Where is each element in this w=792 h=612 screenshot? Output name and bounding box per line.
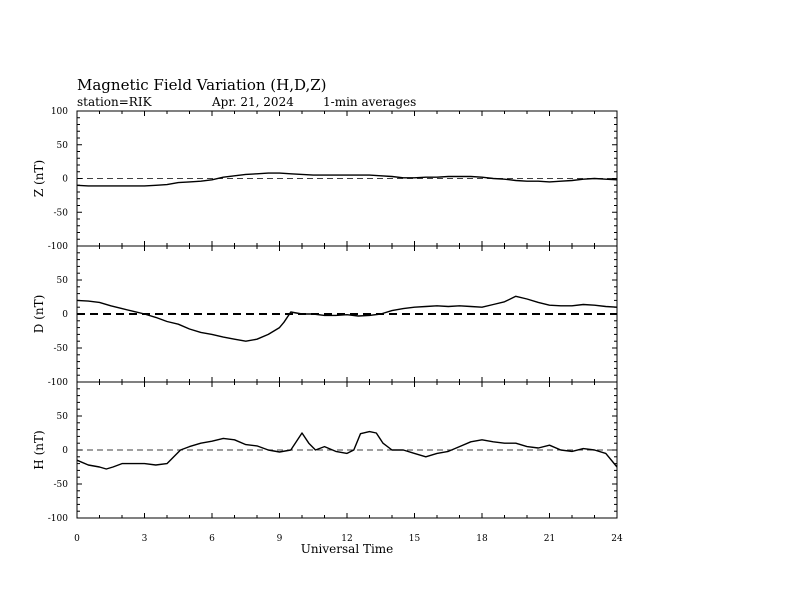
y-tick-label: 50 bbox=[56, 276, 68, 286]
y-tick-label: -100 bbox=[47, 378, 68, 388]
x-tick-label: 0 bbox=[74, 534, 80, 544]
y-tick-label: 0 bbox=[62, 446, 68, 456]
y-tick-label: -50 bbox=[53, 480, 68, 490]
series-line-d bbox=[77, 296, 617, 341]
y-tick-label: -100 bbox=[47, 242, 68, 252]
y-tick-label: 0 bbox=[62, 174, 68, 185]
y-tick-label: -100 bbox=[47, 514, 68, 524]
x-tick-label: 21 bbox=[543, 534, 556, 544]
y-axis-label-d: D (nT) bbox=[32, 294, 46, 334]
x-tick-label: 24 bbox=[611, 534, 623, 544]
x-tick-label: 6 bbox=[209, 534, 215, 544]
panel-d bbox=[32, 246, 617, 388]
y-tick-label: 0 bbox=[62, 310, 68, 320]
y-axis-label-h: H (nT) bbox=[32, 430, 46, 470]
panel-z bbox=[32, 107, 617, 252]
x-tick-label: 18 bbox=[476, 534, 488, 544]
x-axis-label: Universal Time bbox=[300, 542, 394, 556]
y-tick-label: 50 bbox=[56, 412, 68, 422]
y-tick-label: -50 bbox=[53, 344, 68, 354]
panel-h bbox=[32, 382, 623, 556]
x-tick-label: 15 bbox=[408, 534, 421, 544]
x-tick-label: 12 bbox=[341, 534, 353, 544]
y-tick-label: -50 bbox=[53, 208, 68, 219]
date-label: Apr. 21, 2024 bbox=[212, 95, 294, 109]
chart-title: Magnetic Field Variation (H,D,Z) bbox=[77, 76, 327, 94]
station-label: station=RIK bbox=[77, 95, 152, 109]
y-axis-label-z: Z (nT) bbox=[32, 159, 46, 198]
averaging-label: 1-min averages bbox=[323, 95, 417, 109]
x-tick-label: 3 bbox=[141, 534, 148, 544]
y-tick-label: 100 bbox=[50, 107, 68, 117]
x-tick-label: 9 bbox=[276, 534, 283, 544]
y-tick-label: 50 bbox=[56, 140, 68, 151]
series-line-z bbox=[77, 173, 617, 186]
